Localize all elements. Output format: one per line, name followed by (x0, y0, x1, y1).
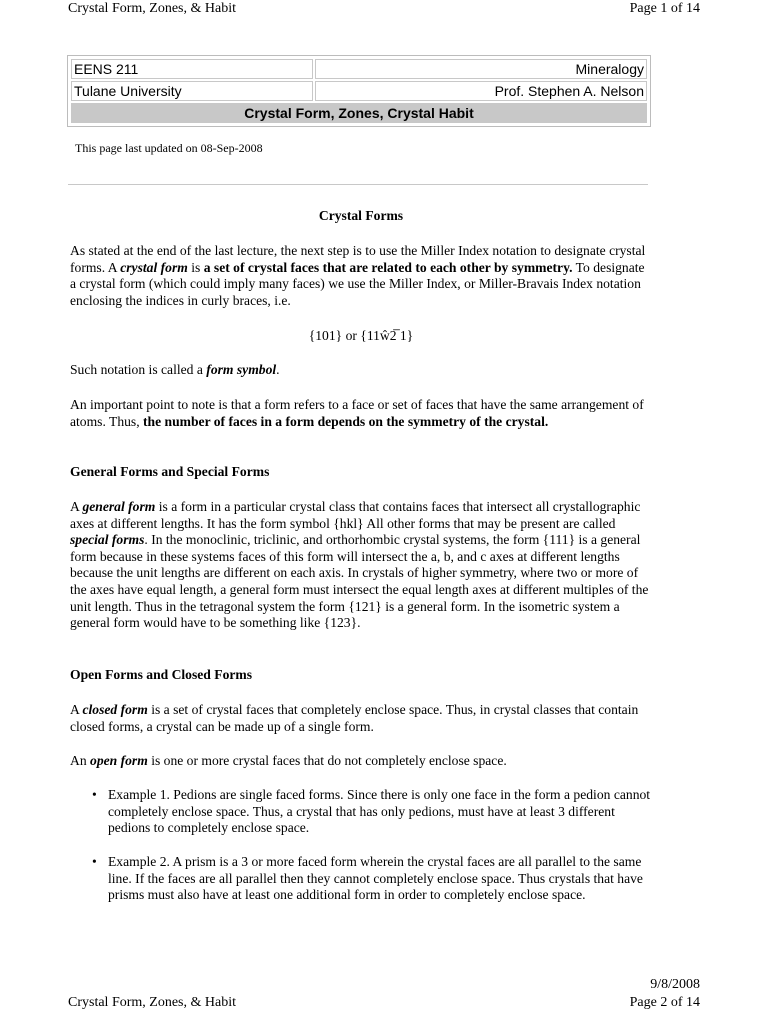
section-heading-crystal-forms: Crystal Forms (318, 208, 404, 223)
last-updated-note: This page last updated on 08-Sep-2008 (75, 141, 263, 155)
page-footer-title: Crystal Form, Zones, & Habit (68, 995, 236, 1010)
paragraph-crystal-form-definition: As stated at the end of the last lecture, the next step is to use the Miller Index notation to designate crystal forms. A crystal form is a set of crystal faces that are related to each other by symmetry. To designate a crystal form (which could imply many faces) we use the Miller Index, or Miller-Bravais Index notation enclosing the indices in curly braces, i.e. (70, 243, 646, 308)
course-code: EENS 211 (71, 59, 313, 79)
horizontal-divider (68, 184, 648, 185)
course-subject: Mineralogy (315, 59, 647, 79)
professor-name: Prof. Stephen A. Nelson (315, 81, 647, 101)
example-list (70, 854, 652, 904)
example-list (70, 787, 652, 837)
section-heading-general-special: General Forms and Special Forms (70, 464, 270, 479)
course-info-table (67, 55, 651, 127)
page-footer-number: Page 2 of 14 (629, 995, 700, 1010)
list-item: • Example 1. Pedions are single faced forms. Since there is only one face in the form a pedion cannot completely enclose space. Thus, a crystal that has only pedions, must have at least 3 different pedions to completely enclose space. (70, 787, 652, 837)
page-header-number: Page 1 of 14 (629, 1, 700, 16)
paragraph-form-symmetry: An important point to note is that a form refers to a face or set of faces that have the same arrangement of atoms. Thus, the number of faces in a form depends on the symmetry of the crystal. (70, 397, 644, 429)
page-title: Crystal Form, Zones, Crystal Habit (71, 103, 647, 123)
paragraph-closed-form: A closed form is a set of crystal faces that completely enclose space. Thus, in crystal classes that contain closed forms, a crystal can be made up of a single form. (70, 702, 639, 734)
page-header-title: Crystal Form, Zones, & Habit (68, 1, 236, 16)
section-heading-open-closed: Open Forms and Closed Forms (70, 667, 253, 682)
paragraph-form-symbol: Such notation is called a form symbol. (70, 362, 280, 377)
university-name: Tulane University (71, 81, 313, 101)
paragraph-open-form: An open form is one or more crystal faces that do not completely enclose space. (70, 753, 507, 768)
paragraph-general-form: A general form is a form in a particular crystal class that contains faces that intersect all crystallographic axes at different lengths. It has the form symbol {hkl} All other forms that may be present are called special forms. In the monoclinic, triclinic, and orthorhombic crystal systems, the form {111} is a general form because in these systems faces of this form will intersect the a, b, and c axes at different lengths because the unit lengths are different on each axis. In crystals of higher symmetry, where two or more of the axes have equal length, a general form must intersect the equal length axes at different multiples of the unit length. Thus in the tetragonal system the form {121} is a general form. In the isometric system a general form would have to be something like {123}. (70, 499, 649, 631)
list-item: • Example 2. A prism is a 3 or more faced form wherein the crystal faces are all parallel to the same line. If the faces are all parallel then they cannot completely enclose space. Thus crystals that have prisms must also have at least one additional form in order to completely enclose space. (70, 854, 652, 904)
page-footer-date: 9/8/2008 (650, 977, 700, 992)
form-notation-example: {101} or {11ŵ2̅ 1} (308, 328, 414, 343)
